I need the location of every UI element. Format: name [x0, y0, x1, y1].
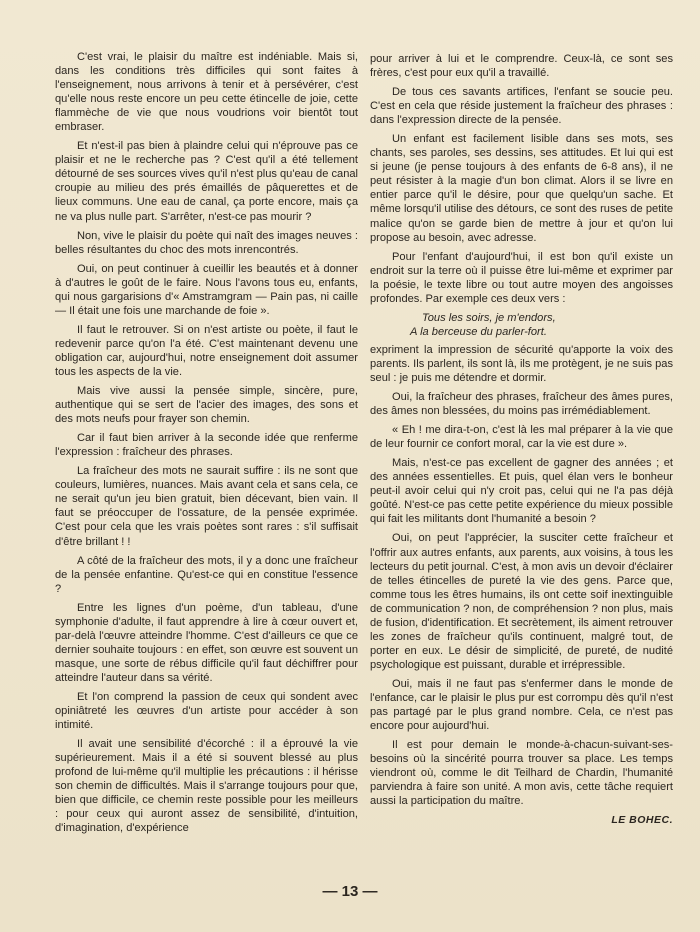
- paragraph: Mais vive aussi la pensée simple, sincère, pure, authentique qui se sert de l'acier des images, des sons et des mots neufs pour frayer son chemin.: [55, 385, 358, 426]
- author-signature: LE BOHEC.: [611, 814, 673, 827]
- paragraph: De tous ces savants artifices, l'enfant se soucie peu. C'est en cela que réside justement la fraîcheur des phrases : dans l'expression directe de la pensée.: [370, 86, 673, 127]
- left-column: [55, 50, 358, 840]
- paragraph: Il est pour demain le monde-à-chacun-suivant-ses-besoins où la sincérité pourra trouver sa place. Les temps viendront où, comme le dit Teilhard de Chardin, l'humanité parviendra à faire son unité. A mon avis, cette tâche requiert aussi la participation du maître.: [370, 739, 673, 808]
- paragraph: Et n'est-il pas bien à plaindre celui qui n'éprouve pas ce plaisir et ne le recherche pas ? C'est qu'il a été tellement détourné de ses sources vives qu'il n'est plus qu'eau de canal croupie au milieu des prés émaillés de pâquerettes et de lieux communs. Une eau de canal, ça porte encore, mais ça ne va plus nulle part. S'arrêter, n'est-ce pas mourir ?: [55, 140, 358, 223]
- page-number: — 13 —: [322, 883, 378, 900]
- paragraph: Oui, la fraîcheur des phrases, fraîcheur des âmes pures, des âmes non blessées, du moins pas irrémédiablement.: [370, 391, 673, 418]
- paragraph: Et l'on comprend la passion de ceux qui sondent avec opiniâtreté les œuvres d'un artiste pour accéder à son intimité.: [55, 690, 358, 732]
- right-column: [370, 52, 673, 832]
- verse-line: A la berceuse du parler-fort.: [410, 325, 547, 338]
- paragraph: Un enfant est facilement lisible dans ses mots, ses chants, ses paroles, ses dessins, ses attitudes. Et lui qui est si jeune (je pense toujours à des enfants de 6-8 ans), il ne peut résister à la magie d'un bon climat. Alors il se livre en entier parce qu'il le désire, pour que quelqu'un sache. Et même lorsqu'il utilise des détours, ce sont des ruses de petite malice qu'on se garde bien de mettre à jour et qu'on lui propose au besoin, avec adresse.: [370, 133, 673, 244]
- paragraph: « Eh ! me dira-t-on, c'est là les mal préparer à la vie que de leur fournir ce confort moral, car la vie est dure ».: [370, 424, 673, 451]
- paragraph-continued: pour arriver à lui et le comprendre. Ceux-là, ce sont ses frères, c'est pour eux qu'il a travaillé.: [370, 53, 673, 80]
- paragraph: Oui, mais il ne faut pas s'enfermer dans le monde de l'enfance, car le plaisir le plus pur est corrompu dès qu'il n'est pas partagé par le plus grand nombre. Cela, ce n'est pas encore pour aujourd'hui.: [370, 677, 673, 733]
- paragraph: C'est vrai, le plaisir du maître est indéniable. Mais si, dans les conditions très difficiles qui sont faites à l'enseignement, nous arrivons à tenir et à persévérer, c'est qu'elle nous reste encore un peu cette étincelle de joie, cette flammèche de vie que nous voudrions voir bientôt tout embraser.: [55, 51, 358, 134]
- paragraph: A côté de la fraîcheur des mots, il y a donc une fraîcheur de la pensée enfantine. Qu'est-ce qui en constitue l'essence ?: [55, 554, 358, 595]
- paragraph-continued: expriment la impression de sécurité qu'apporte la voix des parents. Ils parlent, ils sont là, ils me protègent, je ne suis pas seul : je puis me détendre et dormir.: [370, 343, 673, 384]
- paragraph: Non, vive le plaisir du poète qui naît des images neuves : belles résultantes du choc des mots inrencontrés.: [55, 229, 358, 256]
- verse-line: Tous les soirs, je m'endors,: [422, 311, 556, 324]
- paragraph: Oui, on peut l'apprécier, la susciter cette fraîcheur et l'offrir aux autres enfants, aux parents, aux voisins, à tous les lecteurs du petit journal. C'est, à mon avis un devoir d'éclairer de telles étincelles de pureté la vie des gens. Parce que, comme tous les êtres humains, ils ont cette soif inextinguible de communication ? non, de compréhension ? non plus, mais de fusion, d'identification. Et secrètement, ils aiment retrouver les zones de fraîcheur qu'ils continuent, malgré tout, de porter en eux. Le désir de simplicité, de pureté, de nudité psychologique est puissant, durable et irrépressible.: [370, 532, 673, 671]
- paragraph: Mais, n'est-ce pas excellent de gagner des années ; et des années essentielles. Et puis, quel élan vers le bonheur peut-il avoir celui qui n'y croit pas, celui qui ne l'a pas déjà goûté. N'est-ce pas cette petite expérience du mieux possible qui fait les militants dont l'humanité a besoin ?: [370, 457, 673, 526]
- paragraph: Pour l'enfant d'aujourd'hui, il est bon qu'il existe un endroit sur la terre où il puisse être lui-même et exprimer par la poésie, le texte libre ou tout autre moyen des angoisses profondes. Par exemple ces deux vers :: [370, 250, 673, 305]
- paragraph: Il avait une sensibilité d'écorché : il a éprouvé la vie supérieurement. Mais il a été si souvent blessé au plus profond de lui-même qu'il multiplie les précautions : il hérisse son chemin de difficultés. Mais il s'arrange toujours pour que, bien que difficile, ce chemin reste possible pour les meilleurs : pour ceux qui auront assez de sensibilité, d'intuition, d'imagination, d'expérience: [55, 738, 358, 835]
- paragraph: La fraîcheur des mots ne saurait suffire : ils ne sont que couleurs, lumières, nuances. Mais avant cela et sans cela, ce ne serait qu'un jeu bien gratuit, bien décevant, bien vain. Il faut se préoccuper de l'ossature, de la pensée exprimée. C'est pour cela que les vrais poètes sont rares : s'il suffisait d'être brillant ! !: [55, 465, 358, 548]
- paragraph: Oui, on peut continuer à cueillir les beautés et à donner à d'autres le goût de le faire. Nous l'avons tous eu, enfants, qui nous gargarisions d'« Amstramgram — Pain pas, ni caille — Il était une fois une marchande de foie ».: [55, 262, 358, 317]
- paragraph: Il faut le retrouver. Si on n'est artiste ou poète, il faut le redevenir parce qu'on l'a été. C'est maintenant devenu une obligation car, aujourd'hui, notre enseignement doit assumer tous les aspects de la vie.: [55, 323, 358, 378]
- poem-quote: [370, 311, 673, 339]
- paragraph: Entre les lignes d'un poème, d'un tableau, d'une symphonie d'adulte, il faut apprendre à lire à cœur ouvert et, par-delà l'œuvre atteindre l'homme. C'est d'ailleurs ce que ce dernier souhaite toujours : en effet, son œuvre est souvent un masque, une sorte de rébus difficile qu'il faut déchiffrer pour atteindre l'auteur dans sa vérité.: [55, 601, 358, 684]
- paragraph: Car il faut bien arriver à la seconde idée que renferme l'expression : fraîcheur des phrases.: [55, 432, 358, 459]
